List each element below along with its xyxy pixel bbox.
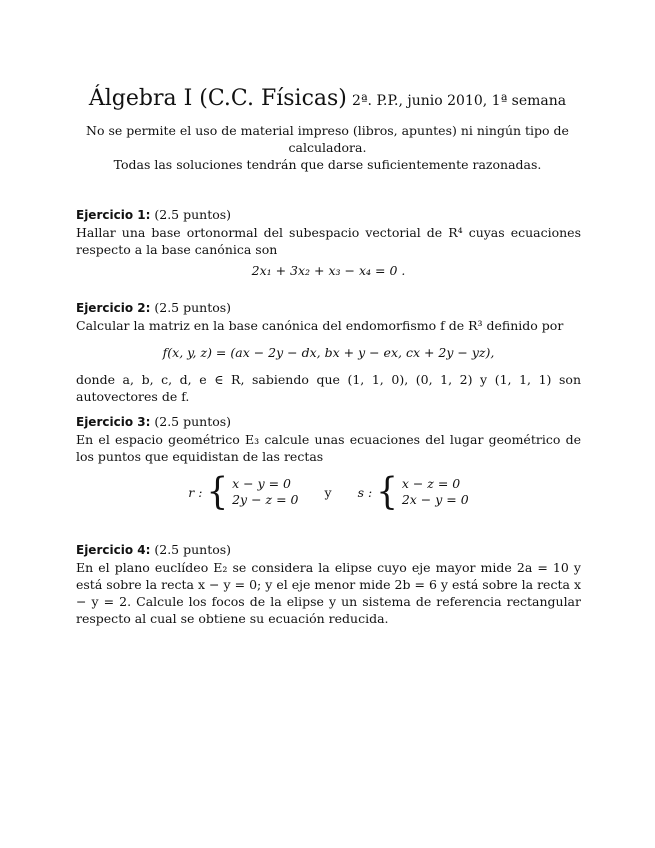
exercise-1-heading: Ejercicio 1: [76, 208, 151, 222]
exercise-1-points: (2.5 puntos) [154, 207, 232, 222]
exercise-2-heading: Ejercicio 2: [76, 301, 151, 315]
system-r [188, 470, 299, 514]
exercise-1 [76, 206, 581, 285]
conjunction: y [324, 484, 332, 500]
exercise-2-points: (2.5 puntos) [154, 300, 232, 315]
page-title [0, 86, 655, 111]
brace-icon: { [206, 470, 229, 514]
instructions [70, 122, 585, 173]
exercise-4-points: (2.5 puntos) [154, 542, 232, 557]
line-systems [76, 470, 581, 514]
system-s [357, 470, 469, 514]
brace-icon: { [376, 470, 398, 514]
system-s-eq-2: 2x − y = 0 [401, 492, 469, 507]
instruction-line-1: No se permite el uso de material impreso (libros, apuntes) ni ningún tipo de calculadora. [86, 123, 569, 155]
exercise-3-heading: Ejercicio 3: [76, 415, 151, 429]
exercise-2 [76, 299, 581, 405]
exercise-4-text: En el plano euclídeo E₂ se considera la elipse cuyo eje mayor mide 2a = 10 y está sobre la recta x − y = 0; y el eje menor mide 2b = 6 y está sobre la recta x − y = 2. Calcule los focos de la elipse y un sistema de referencia rectangular respecto al cual se obtiene su ecuación reducida. [76, 560, 581, 626]
instruction-line-2: Todas las soluciones tendrán que darse suficientemente razonadas. [113, 157, 542, 172]
exercise-4-heading: Ejercicio 4: [76, 543, 151, 557]
system-r-label: r : [188, 484, 203, 500]
exercise-3-points: (2.5 puntos) [154, 414, 232, 429]
exercise-2-text-2: donde a, b, c, d, e ∈ R, sabiendo que (1, 1, 0), (0, 1, 2) y (1, 1, 1) son autovectores de f. [76, 372, 581, 404]
exam-title: Álgebra I (C.C. Físicas) [88, 86, 347, 111]
exercise-2-equation: f(x, y, z) = (ax − 2y − dx, bx + y − ex, cx + 2y − yz), [162, 345, 495, 360]
exercise-2-text: Calcular la matriz en la base canónica del endomorfismo f de R³ definido por [76, 318, 564, 333]
exercise-1-text: Hallar una base ortonormal del subespacio vectorial de R⁴ cuyas ecuaciones respecto a la base canónica son [76, 225, 581, 257]
system-s-eq-1: x − z = 0 [401, 476, 461, 491]
system-r-eq-2: 2y − z = 0 [232, 492, 299, 507]
exercise-3-text: En el espacio geométrico E₃ calcule unas ecuaciones del lugar geométrico de los puntos que equidistan de las rectas [76, 432, 581, 464]
system-r-eq-1: x − y = 0 [232, 476, 292, 491]
exam-subtitle: 2ª. P.P., junio 2010, 1ª semana [351, 93, 567, 109]
exercise-3 [76, 413, 581, 519]
system-s-label: s : [357, 484, 373, 500]
exercise-1-equation: 2x₁ + 3x₂ + x₃ − x₄ = 0 . [251, 263, 406, 278]
exercise-4 [76, 541, 581, 627]
